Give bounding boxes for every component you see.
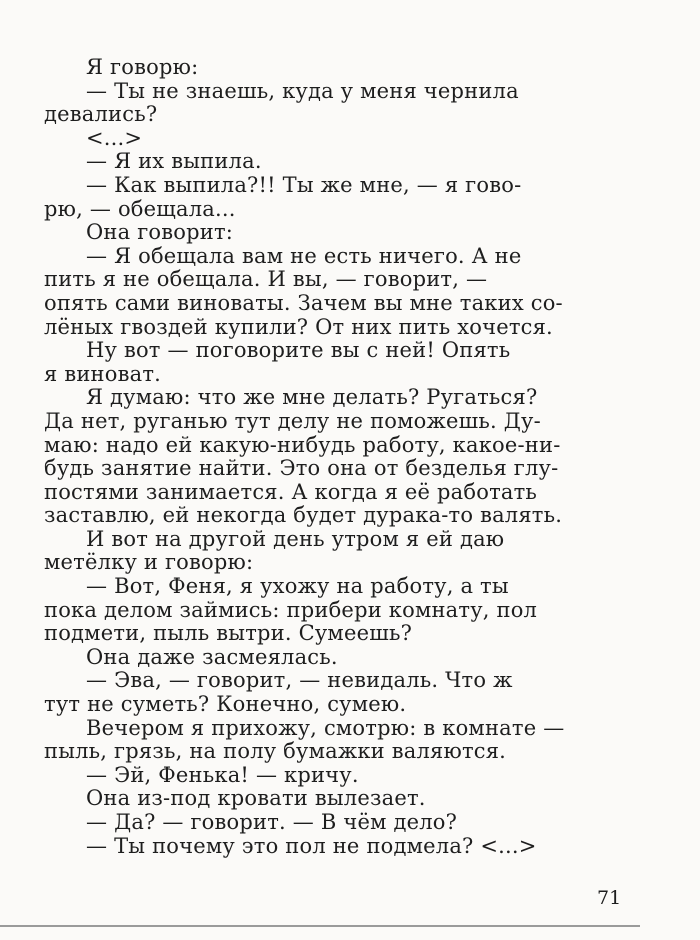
text-line: — Ты не знаешь, куда у меня чернила — [86, 78, 519, 103]
text-line: — Я обещала вам не есть ничего. А не — [86, 243, 522, 268]
text-line: заставлю, ей некогда будет дурака-то валять. — [44, 503, 563, 528]
text-line: — Эва, — говорит, — невидаль. Что ж — [86, 668, 513, 693]
text-line: Я думаю: что же мне делать? Ругаться? — [86, 385, 538, 410]
text-line: — Как выпила?!! Ты же мне, — я гово- — [86, 172, 522, 197]
text-line: Она из-под кровати вылезает. — [86, 786, 426, 811]
text-line: пить я не обещала. И вы, — говорит, — — [44, 267, 488, 292]
text-line: я виноват. — [44, 361, 162, 386]
text-line: Вечером я прихожу, смотрю: в комнате — — [86, 715, 565, 740]
text-line: — Вот, Феня, я ухожу на работу, а ты — [86, 574, 509, 599]
text-line: метёлку и говорю: — [44, 550, 254, 575]
page-text — [44, 56, 630, 858]
text-line: рю, — обещала... — [44, 196, 236, 221]
text-line: Она даже засмеялась. — [86, 644, 338, 669]
text-line: маю: надо ей какую-нибудь работу, какое-ни- — [44, 432, 561, 457]
text-line: опять сами виноваты. Зачем вы мне таких со- — [44, 290, 563, 315]
page-number: 71 — [597, 887, 622, 909]
text-line: — Да? — говорит. — В чём дело? — [86, 810, 458, 834]
text-line: тут не суметь? Конечно, сумею. — [44, 692, 407, 717]
text-line: подмети, пыль вытри. Сумеешь? — [44, 621, 413, 646]
text-line: пыль, грязь, на полу бумажки валяются. — [44, 739, 507, 764]
text-line: Да нет, руганью тут делу не поможешь. Ду- — [44, 408, 541, 433]
text-line: постями занимается. А когда я её работать — [44, 479, 538, 504]
text-line: И вот на другой день утром я ей даю — [86, 526, 505, 551]
text-line: — Эй, Фенька! — кричу. — [86, 762, 359, 787]
text-line: — Ты почему это пол не подмела? <...> — [86, 833, 537, 858]
text-line: Я говорю: — [86, 55, 199, 79]
text-line: девались? — [44, 102, 158, 127]
text-line: <...> — [86, 125, 143, 150]
text-line: Ну вот — поговорите вы с ней! Опять — [86, 338, 511, 363]
text-line: пока делом займись: прибери комнату, пол — [44, 597, 538, 622]
text-line: лёных гвоздей купили? От них пить хочется. — [44, 314, 553, 339]
text-line: — Я их выпила. — [86, 149, 262, 174]
text-line: Она говорит: — [86, 220, 234, 245]
page-bottom-edge — [0, 925, 640, 927]
text-line: будь занятие найти. Это она от безделья глу- — [44, 456, 559, 481]
